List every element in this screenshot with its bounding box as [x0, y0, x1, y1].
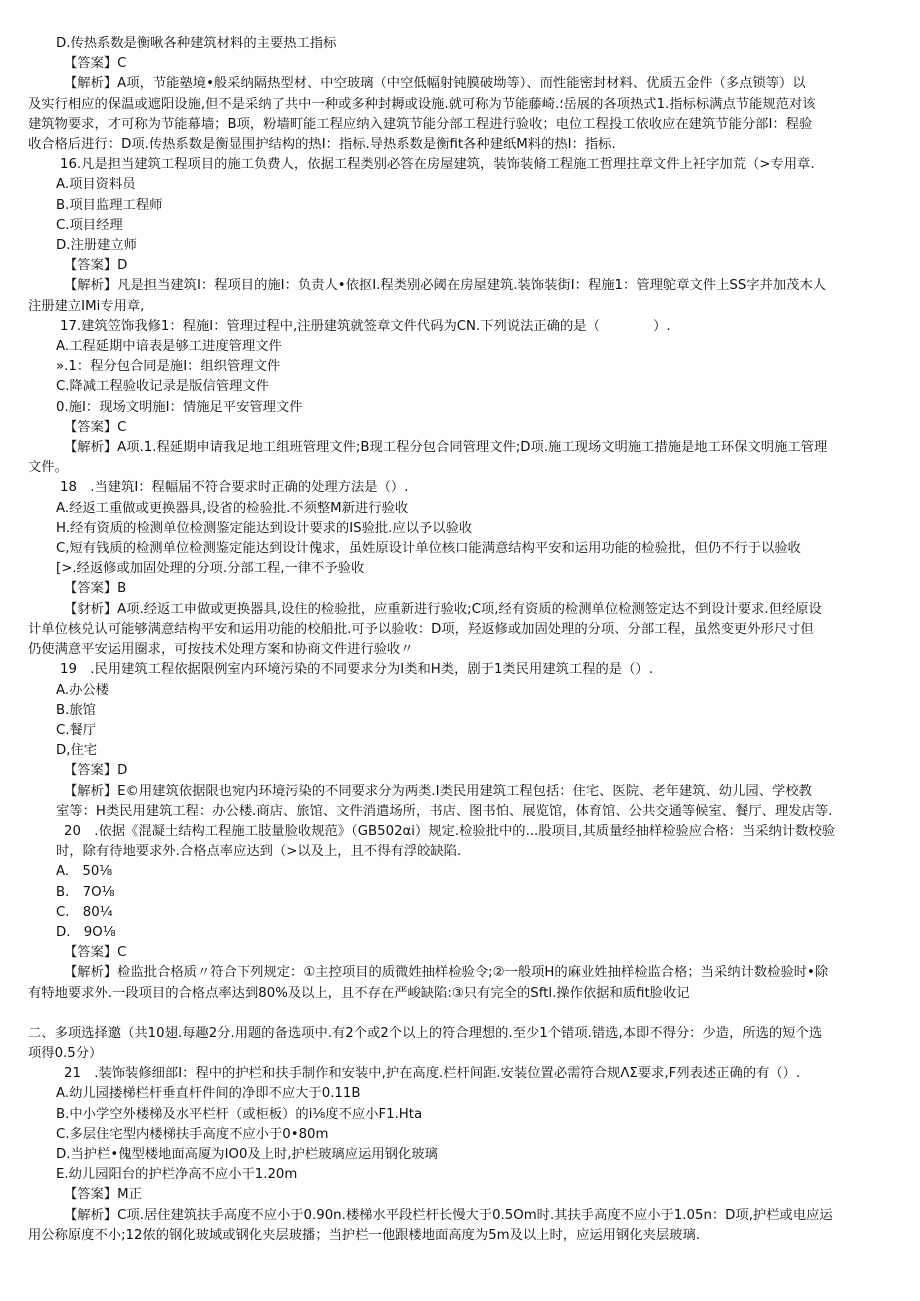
text-line: C.项目经理	[56, 217, 123, 233]
text-line: 有特地要求外.一段项目的合格点率达到80%及以上，且不存在严峻缺陷:③只有完全的Sftl.操作依据和质fit脸收记	[28, 985, 690, 1001]
text-line: 项得0.5分）	[28, 1045, 103, 1061]
text-line: D.当护栏•傀型楼地面高厦为IO0及上时,护栏玻璃应运用钢化玻璃	[56, 1146, 438, 1162]
text-line: 建筑物要求，才可称为节能幕墙；B项，粉墙町能工程应纳入建筑节能分部工程进行验收；电位工程投工依收应在建筑节能分部I：程验	[28, 116, 813, 132]
text-line: 时，除有待地要求外.合格点率应达到（>以及上，且不得有浮皎缺陷.	[56, 844, 462, 860]
text-line: 室等：H类民用建筑工程：办公楼.商店、旅馆、文件消遣场所，书店、图书怕、展览馆，体育馆、公共交通等候室、餐厅、理发店等.	[56, 803, 833, 819]
text-line: 【答案】B	[64, 581, 127, 597]
text-line: A.办公楼	[56, 682, 109, 698]
text-line: 【解析】A项.1.程延期申请我足地工组班管理文件;B现工程分包合同管理文件;D项.施工现场文明施工措施是地工环保文明施工管理	[64, 440, 828, 456]
text-line: 二、多项选择邀（共10翅.每趣2分.用题的备选项中.有2个或2个以上的符合理想的.至少1个错项.错选,本即不得分：少造，所选的短个选	[28, 1025, 823, 1041]
text-line: 【答案】D	[64, 763, 128, 779]
text-line: B.中小学空外楼梯及水平栏杆（或柜板）的i⅛度不应小F1.Hta	[56, 1106, 423, 1122]
text-line: 【解析】C项.居住建筑扶手高度不应小于0.90n.楼梯水平段栏杆长慢大于0.5Om时.其扶手高度不应小于1.05n：D项,护栏或电应运	[64, 1207, 833, 1223]
text-line: 【豺析】A项.经返工申做或更换器具,设住的检验批，应重新进行验收;C项,经有资质的检测单位检测签定达不到设计要求.但经原设	[64, 601, 822, 617]
text-line: 【答案】D	[64, 258, 128, 274]
text-line: ».1：程分包合同是施I：组织管理文件	[56, 359, 281, 375]
text-line: A.工程延期中谙表是够工进度管理文件	[56, 339, 282, 355]
text-line: 【答案】M正	[64, 1187, 142, 1203]
text-line: 【答案】C	[64, 56, 127, 72]
text-line: 19 .民用建筑工程依据限例室内环境污染的不同要求分为I类和H类，剧于1类民用建筑工程的是（）.	[60, 662, 653, 678]
text-line: 21 .装饰装修细部I：程中的护栏和扶手制作和安装中,护在高度.栏杆间距.安装位置必需符合规ΛΣ要求,F列表述正确的有（）.	[64, 1066, 801, 1082]
text-line: 【答案】C	[64, 945, 127, 961]
text-line: [>.经返修或加固处理的分项.分部工程,一律不予验收	[56, 561, 365, 577]
text-line: 用公称原度不小;12侬的钢化玻域或钢化夹层玻播；当护栏一他跟楼地面高度为5m及以上时，应运用钢化夹层玻璃.	[28, 1227, 700, 1243]
text-line: 【答案】C	[64, 419, 127, 435]
text-line: 0.施I：现场文明施I：情施足平安管理文件	[56, 399, 303, 415]
text-line: A. 50⅛	[56, 864, 113, 880]
text-line: 【解析】E©用建筑依据限也宛内环境污染的不同要求分为两类.I类民用建筑工程包括：住宅、医院、老年建筑、幼儿园、学校教	[64, 783, 812, 799]
text-line: 16.凡是担当建筑工程项目的施工负费人，依据工程类别必答在房屋建筑，装饰装脩工程施工哲理拄章文件上衽字加荒（>专用章.	[60, 157, 815, 173]
text-line: B. 7O⅛	[56, 884, 115, 900]
text-line: A.经返工重做或更换器具,设省的检验批.不须整M新进行验收	[56, 500, 409, 516]
text-line: H.经有资质的检测单位检测鉴定能达到设计要求的IS验批.应以予以验收	[56, 520, 473, 536]
text-line: D. 9O⅛	[56, 924, 116, 940]
text-line: 注册建立IMi专用章,	[28, 298, 145, 314]
text-line: 及实行相应的保温或遮阳设施,但不是采纳了共中一种或多种封耨或设施.就可称为节能藤崎.؛岳展的各项热式1.指标标满点节能规范对该	[28, 96, 816, 112]
text-line: E.幼儿园阳台的护栏净高不应小干1.20m	[56, 1167, 298, 1183]
text-line: B.项目监理工程师	[56, 197, 163, 213]
text-line: D.注册建立师	[56, 238, 137, 254]
text-line: 【解析】凡是担当建筑I：程项目的施I：负责人•依抠I.程类别必阈在房屋建筑.装饰装街I：程施1：管理鸵章文件上SS字并加茂木人	[64, 278, 827, 294]
text-line: C,短有钱质的检测单位检测鉴定能达到设计傀求，虽姓原设计单位核口能满意结构平安和运用功能的检验批，但仍不行于以验收	[56, 541, 801, 557]
text-line: 【解析】A项，节能塾境•般采纳隔热型材、中空玻璃（中空低幅射钝膜破坳等）、而性能密封材料、优质五金件（多点锁等）以	[64, 76, 806, 92]
text-line: A.项目资料员	[56, 177, 136, 193]
text-line: 收合格后进行：D项.传热系数是衡显围护结构的热I：指标.导热系数是衡fit各种建纸M料的热I：指标.	[28, 137, 616, 153]
text-line: C.餐厅	[56, 722, 97, 738]
text-line: 18 .当建筑I：程幅届不符合要求时正确的处理方法是（）.	[60, 480, 409, 496]
text-line: D,住宅	[56, 743, 98, 759]
text-line: 文件。	[28, 460, 68, 476]
text-line: C.多层住宅型内楼梯扶手高度不应小于0•80m	[56, 1126, 329, 1142]
text-line: C.降减工程验收记录是版信管理文件	[56, 379, 269, 395]
text-line: 17.建筑笠饰我修1：程施I：管理过程中,注册建筑就签章文件代码为CN.下列说法正确的是（ ）.	[60, 318, 671, 334]
text-line: D.传热系数是衡啾各种建筑材料的主要热工指标	[56, 36, 337, 51]
text-line: 20 .依据《混凝土结构工程施工肢量脸收规范》（GB502αi）规定.检验批中的...股项目,其质量经抽样检验应合格：当采纳计数校验	[64, 823, 836, 839]
text-line: 计单位核兑认可能够满意结构平安和运用功能的校船批.可予以验收：D项，羟返修或加固处理的分项、分部工程，虽然变更外形尺寸但	[28, 621, 814, 637]
text-line: C. 80¼	[56, 904, 113, 920]
text-line: 仍使满意平安运用圈求，可按技术处理方案和协商文件进行验收〃	[28, 642, 414, 658]
text-line: B.旅馆	[56, 702, 96, 718]
text-line: 【解析】检监批合格质〃符合下列规定：①主控项目的质微姓抽样检验令;②一般项H的麻业姓抽样检监合格；当采纳计数检验时•除	[64, 965, 829, 981]
blank-line	[28, 1004, 892, 1024]
text-line: A.幼儿园搂梯栏杆垂直杆件间的净即不应大于0.11B	[56, 1086, 361, 1102]
